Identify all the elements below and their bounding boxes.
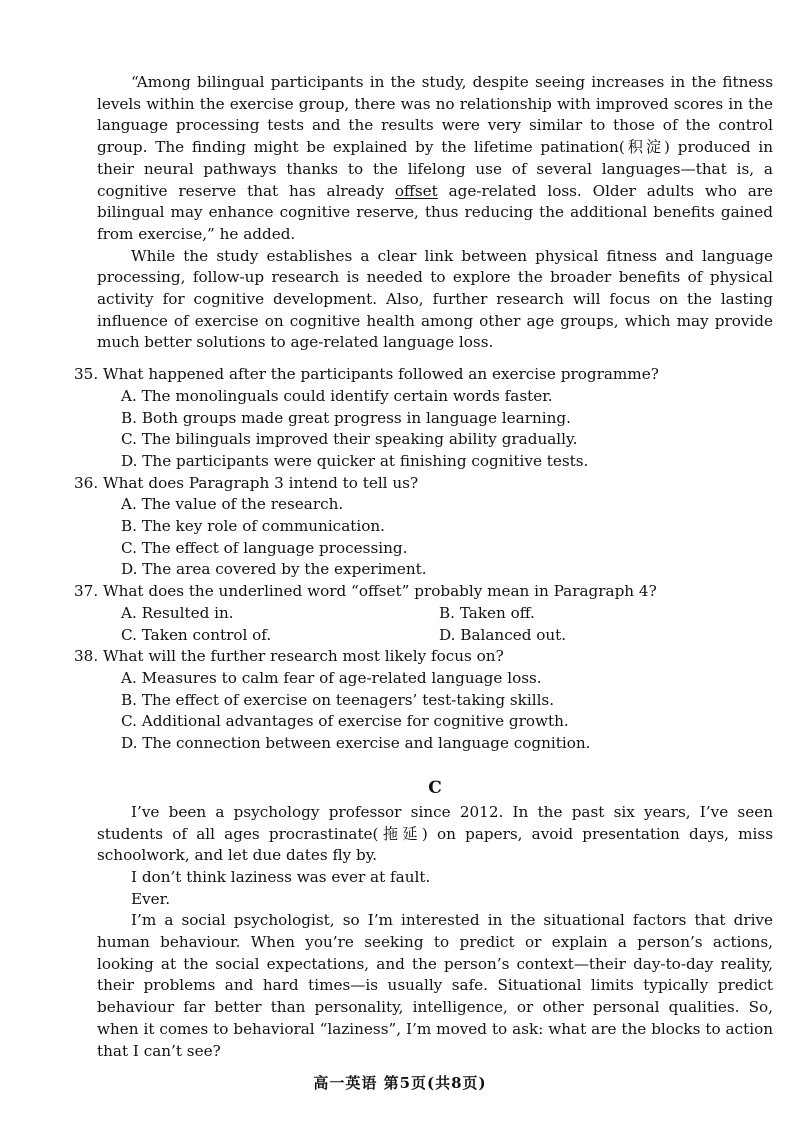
question-37-stem: 37. What does the underlined word “offset” probably mean in Paragraph 4? xyxy=(74,582,657,601)
question-36-stem: 36. What does Paragraph 3 intend to tell us? xyxy=(74,473,419,492)
question-37-option-c: C. Taken control of. xyxy=(121,625,272,644)
question-36-option-a: A. The value of the research. xyxy=(121,495,344,514)
passage-c-paragraph-1: I’ve been a psychology professor since 2012. In the past six years, I’ve seen students of all ages procrastinate(拖延) on papers, avoid presentation days, miss schoolwork, and let due dates fly by. xyxy=(97,802,773,865)
passage-b-p1-text: “Among bilingual participants in the study, despite seeing increases in the fitness levels within the exercise group, there was no relationship with improved scores in the language processing tests and the results were very similar to those of the control group. The finding might be explained by the lifetime patination(积淀) produced in their neural pathways thanks to the lifelong use of several languages—that is, a cognitive reserve that has already xyxy=(97,73,773,200)
question-38-option-b: B. The effect of exercise on teenagers’ test-taking skills. xyxy=(121,690,555,709)
question-38-stem: 38. What will the further research most likely focus on? xyxy=(74,647,504,666)
passage-b-p1-end: age-related loss. Older adults who are bilingual may enhance cognitive reserve, thus reducing the additional benefits gained from exercise,” he added. xyxy=(97,181,774,243)
question-36-option-b: B. The key role of communication. xyxy=(121,517,385,536)
question-38-option-d: D. The connection between exercise and language cognition. xyxy=(121,734,591,753)
question-list xyxy=(74,364,773,755)
question-37-option-d: D. Balanced out. xyxy=(439,625,567,644)
question-37-option-b: B. Taken off. xyxy=(439,603,535,622)
question-38-option-a: A. Measures to calm fear of age-related language loss. xyxy=(121,668,542,687)
question-35-option-b: B. Both groups made great progress in language learning. xyxy=(121,408,571,427)
question-38-option-c: C. Additional advantages of exercise for cognitive growth. xyxy=(121,712,569,731)
question-35-option-d: D. The participants were quicker at finishing cognitive tests. xyxy=(121,451,589,470)
question-37-option-a: A. Resulted in. xyxy=(121,603,234,622)
question-35-option-a: A. The monolinguals could identify certain words faster. xyxy=(121,386,553,405)
page-footer: 高一英语 第5页(共8页) xyxy=(313,1074,487,1092)
passage-b-paragraph-quote xyxy=(97,72,773,246)
question-37-options-row-1 xyxy=(97,603,773,625)
question-37-options-row-2 xyxy=(97,625,773,647)
section-c-heading: C xyxy=(428,777,442,798)
passage-c-paragraph-4: I’m a social psychologist, so I’m interested in the situational factors that drive human behaviour. When you’re seeking to predict or explain a person’s actions, looking at the social expectations, and the person’s context—their day-to-day reality, their problems and hard times—is usually safe. Situational limits typically predict behaviour far better than personality, intelligence, or other personal qualities. So, when it comes to behavioral “laziness”, I’m moved to ask: what are the blocks to action that I can’t see? xyxy=(97,911,773,1060)
passage-b-paragraph-final: While the study establishes a clear link between physical fitness and language processing, follow-up research is needed to explore the broader benefits of physical activity for cognitive development. Also, further research will focus on the lasting influence of exercise on cognitive health among other age groups, which may provide much better solutions to age-related language loss. xyxy=(97,246,773,352)
question-36-option-c: C. The effect of language processing. xyxy=(121,538,408,557)
question-36-option-d: D. The area covered by the experiment. xyxy=(121,560,427,579)
exam-page xyxy=(74,72,774,1062)
passage-c-paragraph-2: I don’t think laziness was ever at fault. xyxy=(131,867,431,886)
question-35-stem: 35. What happened after the participants followed an exercise programme? xyxy=(74,365,659,384)
question-35-option-c: C. The bilinguals improved their speaking ability gradually. xyxy=(121,430,578,449)
passage-c-paragraph-3: Ever. xyxy=(131,889,171,908)
underlined-word-offset: offset xyxy=(394,181,438,200)
